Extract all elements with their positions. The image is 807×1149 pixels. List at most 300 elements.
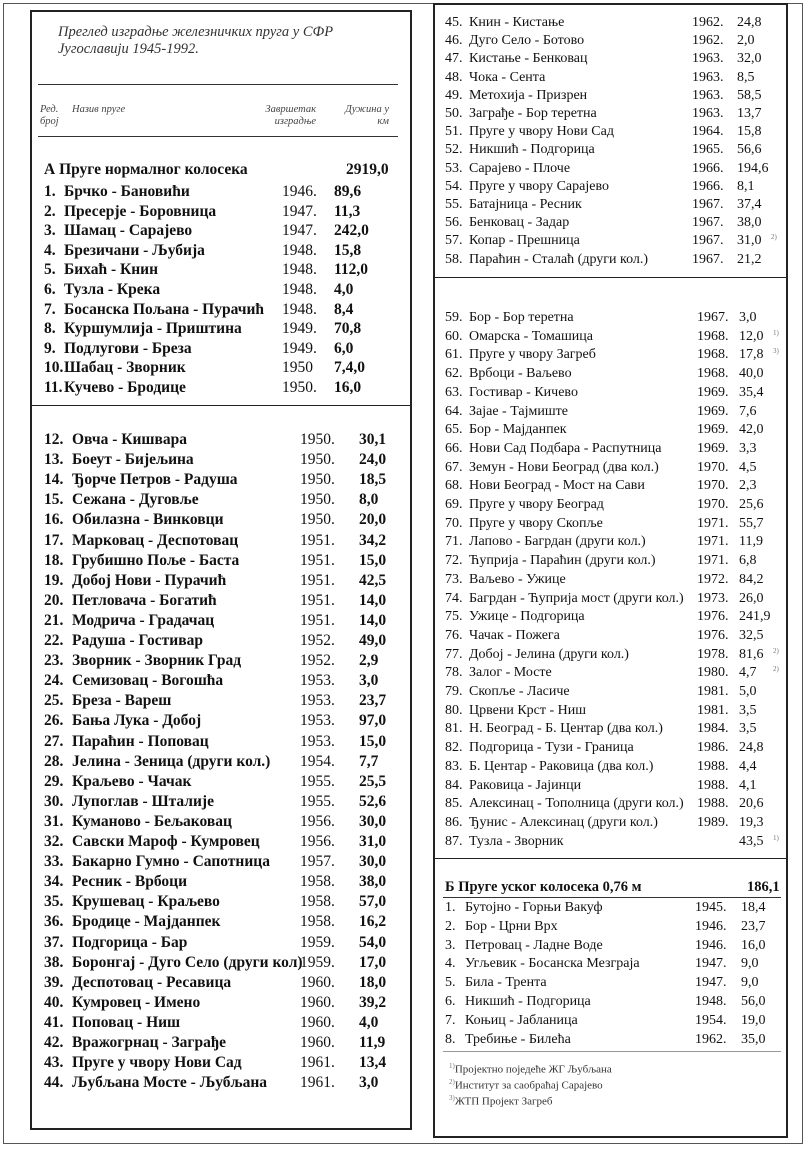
route-length: 7,7 xyxy=(359,752,379,770)
row-number: 69. xyxy=(445,497,463,512)
completion-year: 1973. xyxy=(697,590,729,606)
row-number: 86. xyxy=(445,814,463,830)
table-row xyxy=(445,69,785,86)
route-length: 242,0 xyxy=(334,222,369,240)
completion-year: 1950. xyxy=(300,451,335,469)
route-length: 56,0 xyxy=(741,994,766,1009)
completion-year: 1959. xyxy=(300,933,335,951)
section-b-heading xyxy=(445,879,783,896)
route-name: Ресник - Врбоци xyxy=(72,873,188,891)
route-length: 2,9 xyxy=(359,652,379,670)
completion-year: 1968. xyxy=(697,366,729,382)
row-number: 26. xyxy=(44,712,64,730)
row-number: 46. xyxy=(445,33,463,49)
route-name: Крушевац - Краљево xyxy=(72,893,220,911)
table-row xyxy=(445,739,785,756)
completion-year: 1963. xyxy=(692,106,724,121)
row-number: 23. xyxy=(44,652,64,670)
row-number: 14. xyxy=(44,471,64,489)
completion-year: 1948. xyxy=(282,261,317,279)
table-row xyxy=(44,772,404,792)
completion-year: 1969. xyxy=(697,422,729,438)
completion-year: 1967. xyxy=(692,215,724,231)
route-length: 25,5 xyxy=(359,772,387,790)
route-length: 18,4 xyxy=(741,900,766,915)
row-number: 35. xyxy=(44,893,64,911)
row-number: 44. xyxy=(44,1074,64,1092)
route-name: Требиње - Билећа xyxy=(465,1031,571,1047)
completion-year: 1980. xyxy=(697,665,729,681)
route-name: Бихаћ - Книн xyxy=(64,261,159,279)
route-length: 40,0 xyxy=(739,366,764,382)
left-column xyxy=(30,10,412,1130)
route-name: Б. Центар - Раковица (два кол.) xyxy=(469,758,654,774)
route-name: Подгорица - Бар xyxy=(72,933,188,951)
row-number: 81. xyxy=(445,721,463,737)
completion-year: 1952. xyxy=(300,652,335,670)
table-row xyxy=(44,531,404,551)
completion-year: 1960. xyxy=(300,993,335,1011)
table-row xyxy=(445,833,785,850)
completion-year: 1981. xyxy=(697,684,729,699)
route-name: Врбоци - Ваљево xyxy=(469,366,572,382)
route-name: Бор - Бор теретна xyxy=(469,310,574,325)
completion-year: 1945. xyxy=(695,900,727,915)
completion-year: 1947. xyxy=(282,202,317,220)
row-number: 29. xyxy=(44,772,64,790)
route-length: 31,0 xyxy=(737,233,762,249)
route-length: 8,5 xyxy=(737,69,755,85)
route-length: 3,0 xyxy=(739,310,757,325)
route-name: Краљево - Чачак xyxy=(72,772,192,790)
route-name: Скопље - Ласиче xyxy=(469,684,570,699)
row-number: 66. xyxy=(445,440,463,456)
route-length: 16,0 xyxy=(334,379,362,396)
table-row xyxy=(44,691,404,711)
table-row xyxy=(445,1031,785,1048)
completion-year: 1948. xyxy=(282,281,317,298)
route-name: Поповац - Ниш xyxy=(72,1013,181,1031)
row-number: 83. xyxy=(445,758,463,774)
route-length: 2,0 xyxy=(737,33,755,49)
table-row xyxy=(44,571,404,591)
route-name: Земун - Нови Београд (два кол.) xyxy=(469,459,659,475)
table-row xyxy=(445,328,785,345)
route-length: 4,0 xyxy=(359,1013,379,1031)
route-name: Гостивар - Кичево xyxy=(469,384,578,400)
completion-year: 1951. xyxy=(300,591,335,609)
row-number: 38. xyxy=(44,953,64,971)
row-number: 31. xyxy=(44,812,64,830)
completion-year: 1950. xyxy=(282,379,317,396)
table-row xyxy=(44,241,404,261)
completion-year: 1971. xyxy=(697,553,729,569)
row-number: 11. xyxy=(44,379,63,396)
route-name: Книн - Кистање xyxy=(469,15,565,30)
route-name: Кучево - Бродице xyxy=(64,379,186,396)
row-number: 42. xyxy=(44,1034,64,1051)
route-length: 9,0 xyxy=(741,975,759,991)
completion-year: 1963. xyxy=(692,51,724,67)
header-length: Дужина у км xyxy=(345,104,389,127)
route-name: Батајница - Ресник xyxy=(469,197,582,212)
right-group-separator-2 xyxy=(435,858,786,859)
route-name: Н. Београд - Б. Центар (два кол.) xyxy=(469,721,663,737)
completion-year: 1952. xyxy=(300,632,335,649)
completion-year: 1951. xyxy=(300,531,335,549)
table-row xyxy=(44,202,404,222)
section-b-label: Б Пруге уског колосека 0,76 м xyxy=(445,879,642,895)
table-row xyxy=(44,450,404,470)
table-row xyxy=(445,14,785,31)
completion-year: 1969. xyxy=(697,403,729,419)
table-row xyxy=(445,440,785,457)
route-name: Зајае - Тајмиште xyxy=(469,403,568,419)
completion-year: 1960. xyxy=(300,1013,335,1031)
row-number: 2. xyxy=(44,202,56,220)
footnote-mark: 1) xyxy=(773,328,779,337)
row-number: 54. xyxy=(445,178,463,194)
row-number: 15. xyxy=(44,491,64,509)
footnote-text: Институт за саобраћај Сарајево xyxy=(454,1079,603,1092)
completion-year: 1955. xyxy=(300,792,335,810)
row-number: 70. xyxy=(445,515,463,531)
route-length: 19,3 xyxy=(739,814,764,830)
completion-year: 1950. xyxy=(300,431,335,448)
section-b-rule xyxy=(443,897,781,898)
route-length: 32,5 xyxy=(739,627,764,643)
completion-year: 1988. xyxy=(697,796,729,812)
section-a-total: 2919,0 xyxy=(346,161,389,178)
table-row xyxy=(445,571,785,588)
table-row xyxy=(445,1012,785,1029)
route-name: Вражогрнац - Заграђе xyxy=(72,1034,227,1051)
table-row xyxy=(44,591,404,611)
route-name: Сежана - Дуговље xyxy=(72,491,199,509)
footnote-mark: 2) xyxy=(773,665,779,674)
row-number: 3. xyxy=(44,222,56,240)
completion-year: 1956. xyxy=(300,812,335,830)
table-row xyxy=(445,533,785,550)
route-name: Дуго Село - Ботово xyxy=(469,33,585,49)
table-row xyxy=(44,358,404,378)
completion-year: 1946. xyxy=(695,937,727,953)
table-row xyxy=(44,490,404,510)
route-length: 241,9 xyxy=(739,609,771,625)
completion-year: 1961. xyxy=(300,1054,335,1072)
table-row xyxy=(445,141,785,158)
completion-year: 1976. xyxy=(697,627,729,643)
route-length: 4,0 xyxy=(334,281,354,298)
footnote-mark: 2) xyxy=(773,646,779,655)
table-row xyxy=(44,631,404,651)
row-number: 7. xyxy=(44,300,56,318)
table-row xyxy=(44,792,404,812)
completion-year: 1963. xyxy=(692,87,724,103)
table-row xyxy=(44,319,404,339)
route-name: Ћуприја - Параћин (други кол.) xyxy=(469,553,656,569)
header-year: Завршетак изградње xyxy=(265,104,316,127)
row-number: 82. xyxy=(445,740,463,756)
route-name: Ужице - Подгорица xyxy=(469,609,585,625)
completion-year: 1948. xyxy=(282,241,317,259)
route-name: Параћин - Поповац xyxy=(72,732,209,750)
row-number: 17. xyxy=(44,531,64,549)
route-length: 9,0 xyxy=(741,956,759,972)
section-a-heading xyxy=(44,160,404,180)
table-row xyxy=(445,552,785,569)
table-row xyxy=(44,339,404,359)
row-number: 24. xyxy=(44,672,64,690)
completion-year: 1957. xyxy=(300,853,335,871)
table-row xyxy=(44,752,404,772)
route-length: 70,8 xyxy=(334,320,362,338)
completion-year: 1967. xyxy=(692,233,724,249)
table-row xyxy=(44,221,404,241)
completion-year: 1951. xyxy=(300,611,335,629)
table-row xyxy=(445,777,785,794)
row-number: 61. xyxy=(445,347,463,363)
table-row xyxy=(445,123,785,140)
route-length: 8,1 xyxy=(737,178,755,194)
table-row xyxy=(445,937,785,954)
route-length: 15,8 xyxy=(737,124,762,140)
row-number: 43. xyxy=(44,1054,64,1072)
row-number: 56. xyxy=(445,215,463,231)
table-row xyxy=(44,1073,404,1093)
route-name: Метохија - Призрен xyxy=(469,87,588,103)
route-length: 6,0 xyxy=(334,339,354,357)
completion-year: 1951. xyxy=(300,571,335,589)
table-row xyxy=(44,711,404,731)
route-name: Куманово - Бељаковац xyxy=(72,812,232,830)
route-name: Пруге у чвору Загреб xyxy=(469,347,596,363)
table-row xyxy=(44,1033,404,1053)
section-a-label: А Пруге нормалног колосека xyxy=(44,161,248,178)
row-number: 7. xyxy=(445,1012,456,1028)
table-row xyxy=(445,627,785,644)
route-name: Ваљево - Ужице xyxy=(469,571,566,587)
completion-year: 1958. xyxy=(300,873,335,891)
row-number: 51. xyxy=(445,124,463,140)
route-length: 6,8 xyxy=(739,553,757,569)
route-name: Копар - Прешница xyxy=(469,233,580,249)
completion-year: 1954. xyxy=(695,1012,727,1028)
row-number: 37. xyxy=(44,933,64,951)
completion-year: 1971. xyxy=(697,515,729,531)
completion-year: 1968. xyxy=(697,328,729,344)
route-name: Подлугови - Бреза xyxy=(64,339,192,357)
route-length: 13,7 xyxy=(737,106,762,121)
right-group-separator-1 xyxy=(435,277,786,278)
route-length: 55,7 xyxy=(739,515,764,531)
route-name: Семизовац - Вогошћа xyxy=(72,672,224,690)
row-number: 1. xyxy=(445,900,456,915)
route-name: Тузла - Зворник xyxy=(469,833,564,849)
left-group-separator xyxy=(32,405,410,406)
completion-year: 1969. xyxy=(697,384,729,400)
footnote xyxy=(449,1091,552,1109)
route-name: Нови Београд - Мост на Сави xyxy=(469,478,645,494)
route-length: 11,3 xyxy=(334,202,361,220)
row-number: 74. xyxy=(445,590,463,606)
route-length: 35,4 xyxy=(739,384,764,400)
row-number: 49. xyxy=(445,87,463,103)
route-name: Брчко - Бановићи xyxy=(64,183,190,200)
table-row xyxy=(445,683,785,700)
route-name: Параћин - Сталаћ (други кол.) xyxy=(469,251,649,267)
route-name: Шамац - Сарајево xyxy=(64,222,193,240)
completion-year: 1969. xyxy=(697,440,729,456)
completion-year: 1949. xyxy=(282,339,317,357)
row-number: 47. xyxy=(445,51,463,67)
row-number: 32. xyxy=(44,833,64,850)
table-row xyxy=(44,912,404,932)
row-number: 59. xyxy=(445,310,463,325)
table-row xyxy=(44,933,404,953)
row-number: 36. xyxy=(44,913,64,931)
table-row xyxy=(445,608,785,625)
row-number: 79. xyxy=(445,684,463,699)
table-row xyxy=(445,50,785,67)
route-name: Босанска Пољана - Пурачић xyxy=(64,300,265,318)
row-number: 30. xyxy=(44,792,64,810)
row-number: 1. xyxy=(44,183,56,200)
route-length: 24,8 xyxy=(739,740,764,756)
table-row xyxy=(445,214,785,231)
row-number: 33. xyxy=(44,853,64,871)
route-length: 21,2 xyxy=(737,251,762,267)
route-length: 23,7 xyxy=(359,692,387,710)
row-number: 68. xyxy=(445,478,463,494)
completion-year: 1962. xyxy=(692,33,724,49)
completion-year: 1978. xyxy=(697,646,729,662)
table-row xyxy=(44,1053,404,1073)
route-length: 43,5 xyxy=(739,833,764,849)
route-name: Багрдан - Ћуприја мост (други кол.) xyxy=(469,590,684,606)
table-row xyxy=(445,87,785,104)
table-row xyxy=(445,421,785,438)
row-number: 18. xyxy=(44,551,64,569)
row-number: 41. xyxy=(44,1013,64,1031)
completion-year: 1956. xyxy=(300,833,335,850)
route-length: 3,3 xyxy=(739,440,757,456)
completion-year: 1947. xyxy=(695,975,727,991)
route-length: 42,0 xyxy=(739,422,764,438)
route-name: Куршумлија - Приштина xyxy=(64,320,242,338)
route-name: Шабац - Зворник xyxy=(64,359,186,377)
completion-year: 1948. xyxy=(695,994,727,1009)
row-number: 72. xyxy=(445,553,463,569)
table-row xyxy=(445,515,785,532)
table-row xyxy=(44,551,404,571)
footnote-text: Пројектно поједеће ЖГ Љубљана xyxy=(454,1063,612,1076)
footnote-text: ЖТП Пројект Загреб xyxy=(454,1095,553,1108)
completion-year: 1953. xyxy=(300,712,335,730)
row-number: 6. xyxy=(44,281,56,298)
route-length: 26,0 xyxy=(739,590,764,606)
route-name: Марковац - Деспотовац xyxy=(72,531,239,549)
table-row xyxy=(44,892,404,912)
footnote-mark: 1) xyxy=(773,833,779,842)
route-name: Брезичани - Љубија xyxy=(64,241,205,259)
row-number: 53. xyxy=(445,160,463,176)
row-number: 19. xyxy=(44,571,64,589)
route-length: 30,1 xyxy=(359,431,387,448)
completion-year: 1966. xyxy=(692,160,724,176)
row-number: 75. xyxy=(445,609,463,625)
table-row xyxy=(44,378,404,398)
completion-year: 1950. xyxy=(300,491,335,509)
row-number: 62. xyxy=(445,366,463,382)
completion-year: 1950. xyxy=(300,511,335,529)
table-row xyxy=(445,105,785,122)
table-row xyxy=(44,430,404,450)
header-top-rule xyxy=(38,84,398,85)
completion-year: 1949. xyxy=(282,320,317,338)
completion-year: 1967. xyxy=(692,197,724,212)
header-name: Назив пруге xyxy=(72,104,126,115)
completion-year: 1986. xyxy=(697,740,729,756)
row-number: 6. xyxy=(445,994,456,1009)
route-length: 3,0 xyxy=(359,1074,379,1092)
table-row xyxy=(445,196,785,213)
route-name: Црвени Крст - Ниш xyxy=(469,702,587,718)
route-name: Петровац - Ладне Воде xyxy=(465,937,603,953)
table-row xyxy=(44,993,404,1013)
row-number: 2. xyxy=(445,918,456,934)
route-name: Подгорица - Тузи - Граница xyxy=(469,740,634,756)
route-name: Добој Нови - Пурачић xyxy=(72,571,227,589)
row-number: 40. xyxy=(44,993,64,1011)
route-length: 7,6 xyxy=(739,403,757,419)
footnote-mark: 3) xyxy=(449,1094,455,1102)
row-number: 48. xyxy=(445,69,463,85)
completion-year: 1959. xyxy=(300,953,335,971)
route-length: 3,5 xyxy=(739,721,757,737)
route-length: 32,0 xyxy=(737,51,762,67)
row-number: 5. xyxy=(44,261,56,279)
row-number: 25. xyxy=(44,692,64,710)
row-number: 60. xyxy=(445,328,463,344)
route-length: 13,4 xyxy=(359,1054,387,1072)
row-number: 78. xyxy=(445,665,463,681)
route-name: Бакарно Гумно - Сапотница xyxy=(72,853,270,871)
route-length: 17,8 xyxy=(739,347,764,363)
row-number: 85. xyxy=(445,796,463,812)
completion-year: 1981. xyxy=(697,702,729,718)
completion-year: 1947. xyxy=(695,956,727,972)
table-row xyxy=(445,720,785,737)
table-row xyxy=(44,651,404,671)
route-name: Бреза - Вареш xyxy=(72,692,172,710)
completion-year: 1947. xyxy=(282,222,317,240)
row-number: 34. xyxy=(44,873,64,891)
route-length: 2,3 xyxy=(739,478,757,494)
table-row xyxy=(445,664,785,681)
row-number: 52. xyxy=(445,142,463,158)
header-bottom-rule xyxy=(38,136,398,137)
completion-year: 1961. xyxy=(300,1074,335,1092)
route-name: Алексинац - Тополница (други кол.) xyxy=(469,796,684,812)
completion-year: 1953. xyxy=(300,672,335,690)
route-length: 3,5 xyxy=(739,702,757,718)
route-name: Бенковац - Задар xyxy=(469,215,570,231)
table-title: Преглед изградње железничких пруга у СФР Југославији 1945-1992. xyxy=(58,24,334,57)
section-b-total: 186,1 xyxy=(747,879,780,895)
route-name: Грубишно Поље - Баста xyxy=(72,551,240,569)
route-length: 52,6 xyxy=(359,792,387,810)
